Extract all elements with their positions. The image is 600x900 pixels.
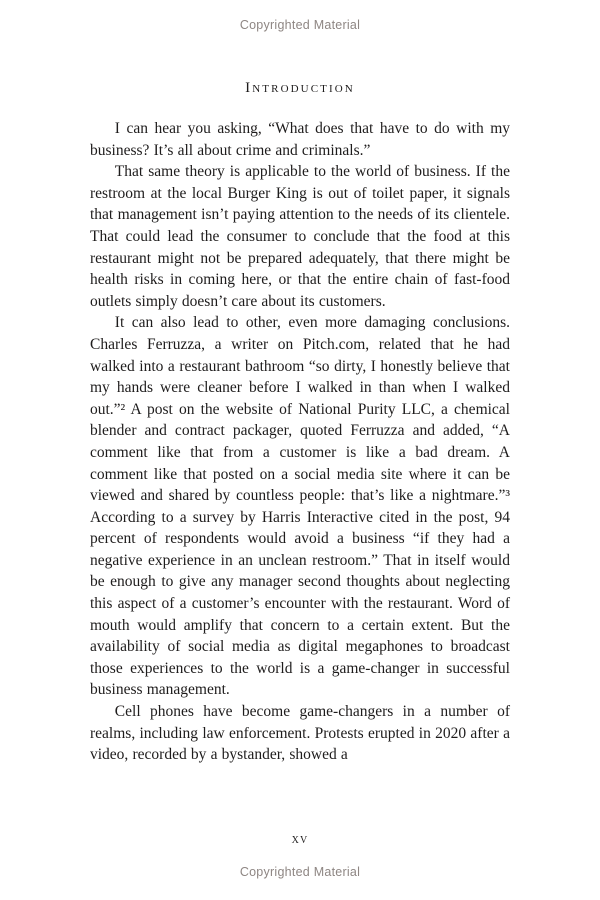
paragraph: Cell phones have become game-changers in a number of realms, including law enforcement. Protests erupted in 2020 after a video, recorded by a bystander, showed a — [90, 703, 510, 764]
copyright-notice-top: Copyrighted Material — [239, 18, 361, 32]
paragraph: That same theory is applicable to the world of business. If the restroom at the local Burger King is out of toilet paper, it signals that management isn’t paying attention to the needs of its clientele. That could lead the consumer to conclude that the food at this restaurant might not be prepared adequately, that there might be health risks in coming here, or that the entire chain of fast-food outlets simply doesn’t care about its customers. — [90, 163, 510, 310]
page-number: xv — [291, 831, 309, 847]
chapter-header: Introduction — [245, 80, 355, 96]
paragraph: It can also lead to other, even more damaging conclusions. Charles Ferruzza, a writer on Pitch.com, related that he had walked into a restaurant bathroom “so dirty, I honestly believe that my hands were cleaner before I walked in than when I walked out.”² A post on the website of National Purity LLC, a chemical blender and contract packager, quoted Ferruzza and added, “A comment like that from a customer is like a bad dream. A comment like that posted on a social media site where it can be viewed and shared by countless people: that’s like a nightmare.”³ According to a survey by Harris Interactive cited in the post, 94 percent of respondents would avoid a business “if they had a negative experience in an unclean restroom.” That in itself would be enough to give any manager second thoughts about neglecting this aspect of a customer’s encounter with the restaurant. Word of mouth would amplify that concern to a certain extent. But the availability of social media as digital megaphones to broadcast those experiences to the world is a game-changer in successful business management. — [90, 314, 510, 699]
paragraph: I can hear you asking, “What does that have to do with my business? It’s all about crime and criminals.” — [90, 120, 510, 159]
copyright-notice-bottom: Copyrighted Material — [239, 865, 361, 879]
body-text — [90, 118, 510, 766]
